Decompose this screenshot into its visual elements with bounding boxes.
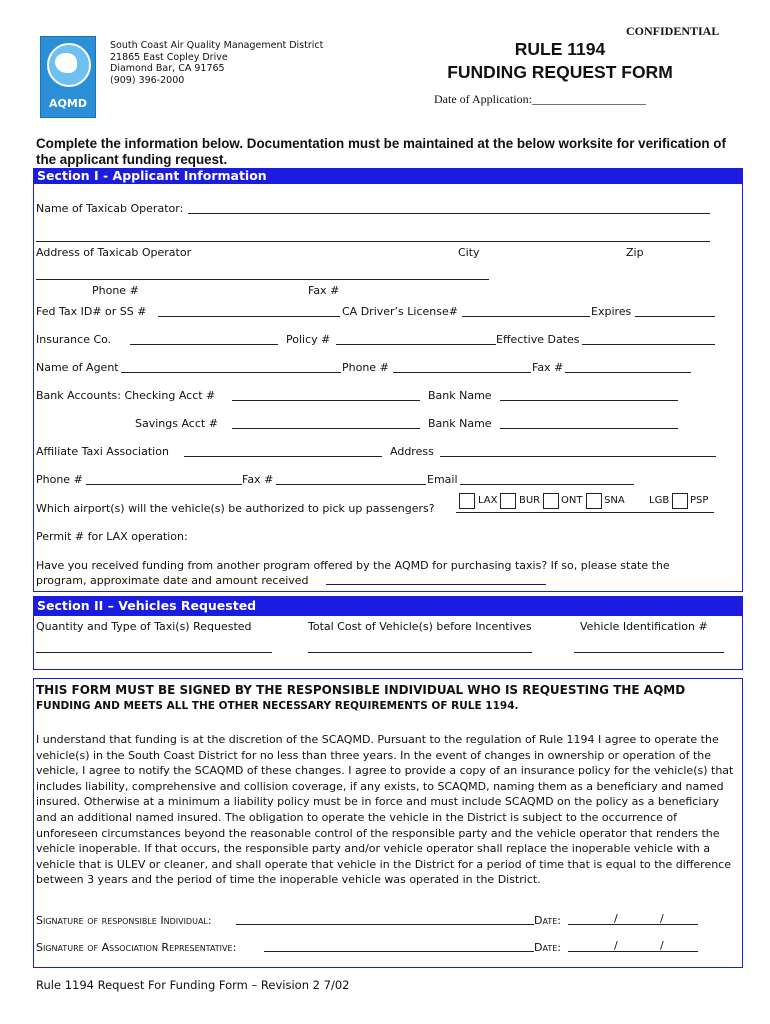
- bank-name-label: Bank Name: [428, 389, 492, 402]
- other-funding-question-line1: Have you received funding from another program offered by the AQMD for purchasing taxis? If so, please state the: [36, 559, 670, 572]
- lax-label: LAX: [478, 495, 498, 506]
- phone-fax-input[interactable]: [36, 279, 489, 280]
- signature-warning-line2: FUNDING AND MEETS ALL THE OTHER NECESSARY REQUIREMENTS OF RULE 1194.: [36, 700, 519, 712]
- signature-individual-date-label: Date:: [534, 914, 561, 927]
- zip-label: Zip: [626, 246, 644, 259]
- vehicle-quantity-type-input[interactable]: [36, 652, 272, 653]
- signature-warning-line1: THIS FORM MUST BE SIGNED BY THE RESPONSIBLE INDIVIDUAL WHO IS REQUESTING THE AQMD: [36, 683, 686, 697]
- insurance-label: Insurance Co.: [36, 333, 112, 346]
- policy-label: Policy #: [286, 333, 331, 346]
- affiliate-phone-label: Phone #: [36, 473, 83, 486]
- ont-checkbox[interactable]: [543, 493, 559, 509]
- fed-tax-input[interactable]: [158, 316, 340, 317]
- section1-box: [33, 168, 743, 592]
- logo-text: AQMD: [49, 97, 87, 110]
- sna-checkbox[interactable]: [586, 493, 602, 509]
- bank-name-2-label: Bank Name: [428, 417, 492, 430]
- ont-label: ONT: [561, 495, 583, 506]
- agency-city: Diamond Bar, CA 91765: [110, 63, 225, 74]
- savings-acct-label: Savings Acct #: [135, 417, 218, 430]
- checking-acct-input[interactable]: [232, 400, 420, 401]
- date2-separator-b: /: [660, 939, 664, 952]
- signature-individual-label: Signature of responsible Individual:: [36, 914, 212, 927]
- lgb-checkbox[interactable]: [630, 493, 646, 509]
- signature-association-label: Signature of Association Representative:: [36, 941, 237, 954]
- bank-name-input[interactable]: [500, 400, 678, 401]
- agent-name-label: Name of Agent: [36, 361, 119, 374]
- drivers-license-label: CA Driver’s License#: [342, 305, 458, 318]
- psp-checkbox[interactable]: [672, 493, 688, 509]
- agency-street: 21865 East Copley Drive: [110, 51, 228, 63]
- agreement-statement: I understand that funding is at the discretion of the SCAQMD. Pursuant to the regulation of Rule 1194 I agree to operate the vehicle(s) in the South Coast District for no less than three years. In the event of changes in ownership or operation of the vehicle, I agree to notify the SCAQMD of these changes. I agree to provide a copy of an insurance policy for the vehicle(s) that includes liability, comprehensive and collision coverage, if any exists, to SCAQMD, naming them as a beneficiary and named insured. Otherwise at a minimum a liability policy must be in force and must include SCAQMD on the policy as a beneficiary and an additional named insured. The obligation to operate the vehicle in the District is subject to the occurrence of unforeseen circumstances beyond the reasonable control of the responsible party and the vehicle operator that renders the vehicle inoperable. If that occurs, the responsible party and/or vehicle operator shall replace the inoperable vehicle with a vehicle that is ULEV or cleaner, and shall operate that vehicle in the District for a period of time that is equal to the difference between 3 years and the period of time the inoperable vehicle was operated in the District.: [36, 733, 734, 887]
- signature-association-date-label: Date:: [534, 941, 561, 954]
- vehicle-total-cost-label: Total Cost of Vehicle(s) before Incentives: [308, 620, 532, 633]
- psp-label: PSP: [690, 495, 709, 506]
- drivers-license-input[interactable]: [462, 316, 590, 317]
- signature-individual-input[interactable]: [236, 924, 534, 925]
- affiliate-association-label: Affiliate Taxi Association: [36, 445, 169, 458]
- other-funding-question-line2: program, approximate date and amount received: [36, 574, 309, 587]
- agency-address: [110, 40, 323, 86]
- address-input[interactable]: [36, 241, 710, 242]
- date2-separator-a: /: [614, 939, 618, 952]
- lax-checkbox[interactable]: [459, 493, 475, 509]
- effective-dates-input[interactable]: [582, 344, 715, 345]
- other-funding-input[interactable]: [326, 584, 546, 585]
- intro-instructions: Complete the information below. Documentation must be maintained at the below worksite for verification of the applicant funding request.: [36, 136, 726, 167]
- confidential-label: CONFIDENTIAL: [626, 24, 720, 38]
- phone-label: Phone #: [92, 284, 139, 297]
- savings-acct-input[interactable]: [232, 428, 420, 429]
- affiliate-address-input[interactable]: [440, 456, 716, 457]
- expires-label: Expires: [591, 305, 632, 318]
- agency-phone: (909) 396-2000: [110, 74, 185, 86]
- checking-acct-label: Bank Accounts: Checking Acct #: [36, 389, 216, 402]
- logo-bird-icon: [55, 53, 77, 73]
- agency-name: South Coast Air Quality Management District: [110, 40, 324, 51]
- bur-checkbox[interactable]: [500, 493, 516, 509]
- agent-fax-input[interactable]: [565, 372, 691, 373]
- airports-question: Which airport(s) will the vehicle(s) be authorized to pick up passengers?: [36, 502, 435, 515]
- city-label: City: [458, 246, 480, 259]
- section2-title: Section II – Vehicles Requested: [33, 596, 743, 616]
- agent-fax-label: Fax #: [532, 361, 564, 374]
- agent-phone-label: Phone #: [342, 361, 389, 374]
- signature-individual-date-input[interactable]: [568, 924, 698, 925]
- affiliate-phone-input[interactable]: [86, 484, 242, 485]
- insurance-input[interactable]: [130, 344, 278, 345]
- affiliate-fax-input[interactable]: [276, 484, 426, 485]
- signature-association-date-input[interactable]: [568, 951, 698, 952]
- affiliate-association-input[interactable]: [184, 456, 382, 457]
- fed-tax-label: Fed Tax ID# or SS #: [36, 305, 147, 318]
- vehicle-quantity-type-label: Quantity and Type of Taxi(s) Requested: [36, 620, 252, 633]
- date1-separator-a: /: [614, 912, 618, 925]
- aqmd-logo: [40, 36, 96, 118]
- section1-title: Section I - Applicant Information: [33, 168, 743, 184]
- expires-input[interactable]: [635, 316, 715, 317]
- taxicab-operator-name-input[interactable]: [188, 213, 710, 214]
- policy-input[interactable]: [336, 344, 496, 345]
- form-title-rule: RULE 1194: [514, 39, 606, 59]
- form-footer: Rule 1194 Request For Funding Form – Revision 2 7/02: [36, 978, 350, 992]
- lgb-label: LGB: [649, 495, 670, 506]
- email-label: Email: [427, 473, 458, 486]
- affiliate-address-label: Address: [390, 445, 434, 458]
- effective-dates-label: Effective Dates: [496, 333, 580, 346]
- airports-underline: [456, 512, 714, 513]
- agent-name-input[interactable]: [121, 372, 341, 373]
- form-title: [435, 38, 685, 84]
- vehicle-id-label: Vehicle Identification #: [580, 620, 708, 633]
- agent-phone-input[interactable]: [393, 372, 531, 373]
- bur-label: BUR: [519, 495, 541, 506]
- taxicab-operator-name-label: Name of Taxicab Operator:: [36, 202, 184, 215]
- date1-separator-b: /: [660, 912, 664, 925]
- fax-label: Fax #: [308, 284, 340, 297]
- affiliate-fax-label: Fax #: [242, 473, 274, 486]
- sna-label: SNA: [604, 495, 625, 506]
- address-label: Address of Taxicab Operator: [36, 246, 192, 259]
- date-of-application-field[interactable]: Date of Application:___________________: [434, 92, 646, 106]
- vehicle-total-cost-input[interactable]: [308, 652, 532, 653]
- form-title-name: FUNDING REQUEST FORM: [447, 62, 673, 82]
- permit-lax-label: Permit # for LAX operation:: [36, 530, 188, 543]
- email-input[interactable]: [460, 484, 634, 485]
- vehicle-id-input[interactable]: [574, 652, 724, 653]
- bank-name-2-input[interactable]: [500, 428, 678, 429]
- signature-association-input[interactable]: [264, 951, 534, 952]
